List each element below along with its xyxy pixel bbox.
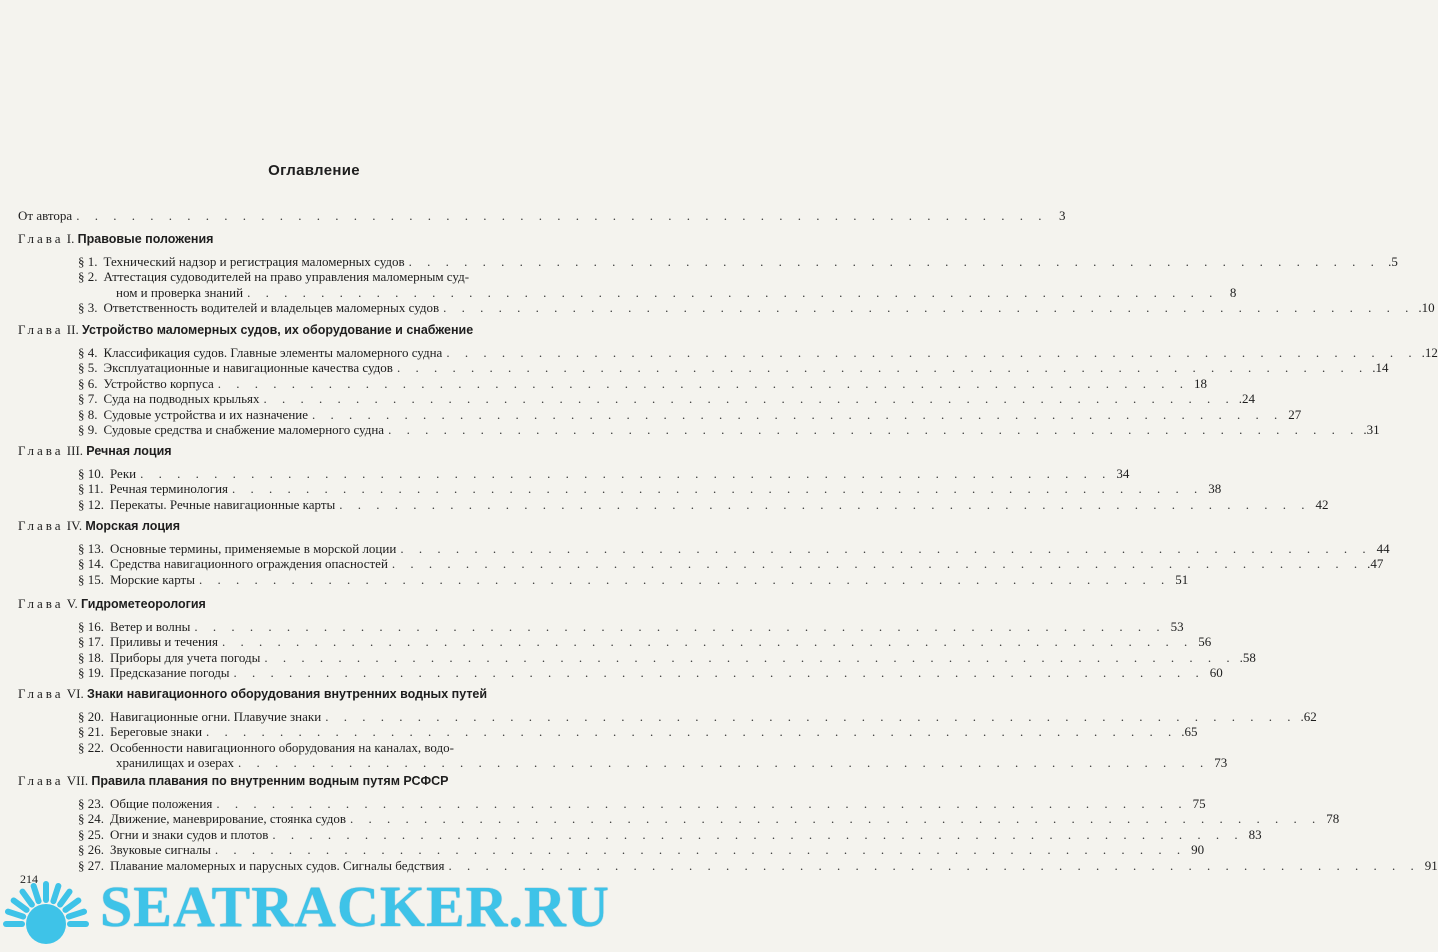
toc-entry: [78, 665, 1223, 681]
chapter-word: Глава: [18, 686, 64, 701]
chapter-number: VII.: [66, 773, 89, 788]
toc-entry: [78, 269, 608, 284]
section-number: § 13.: [78, 541, 104, 556]
toc-entry: [78, 406, 1302, 422]
toc-entry: [78, 842, 1205, 858]
toc-entry: [78, 466, 1130, 481]
section-number: § 11.: [78, 481, 104, 497]
chapter-number: V.: [66, 596, 78, 611]
toc-entry: [78, 571, 1189, 587]
entry-page: 56: [1198, 634, 1212, 650]
entry-text: Плавание маломерных и парусных судов. Сигналы бедствия: [110, 857, 445, 873]
section-number: § 4.: [78, 345, 98, 360]
entry-page: 8: [1229, 284, 1237, 300]
toc-entry-continuation: [116, 755, 1228, 771]
entry-page: 38: [1208, 481, 1222, 497]
entry-text: Навигационные огни. Плавучие знаки: [110, 709, 322, 724]
sun-ray: [69, 912, 84, 917]
sun-ray: [34, 886, 39, 901]
entry-text: Судовые средства и снабжение маломерного судна: [103, 422, 385, 437]
sun-icon: [6, 884, 86, 944]
chapter-heading: [18, 773, 608, 789]
chapter-number: I.: [66, 231, 75, 246]
chapter-number: III.: [66, 443, 84, 458]
entry-page: 83: [1248, 826, 1262, 842]
entry-page: 60: [1209, 665, 1223, 681]
section-number: § 18.: [78, 649, 104, 665]
entry-page: .24: [1238, 391, 1256, 407]
chapter-heading: [18, 443, 608, 459]
entry-text: Движение, маневрирование, стоянка судов: [110, 811, 347, 827]
entry-text: Технический надзор и регистрация маломерных судов: [103, 254, 405, 269]
entry-page: 42: [1315, 496, 1329, 512]
toc-entry: [78, 556, 1384, 572]
dot-leader: . . . . . . . . . . . . . . . . . . . . . . . . . . . . . . . . . . . . . . . . . . . . . . . . . . . . .: [448, 857, 1420, 873]
entry-text: Перекаты. Речные навигационные карты: [110, 496, 336, 512]
entry-text: хранилищах и озерах: [116, 755, 235, 771]
section-number: § 16.: [78, 619, 104, 634]
section-number: § 1.: [78, 254, 98, 269]
entry-page: 27: [1288, 406, 1302, 422]
toc-entry: [78, 345, 1438, 360]
entry-page: .47: [1367, 556, 1384, 572]
entry-text: Береговые знаки: [110, 724, 203, 740]
toc-entry: [78, 496, 1329, 512]
toc-entry: [78, 649, 1256, 665]
dot-leader: . . . . . . . . . . . . . . . . . . . . . . . . . . . . . . . . . . . . . . . . . . . . . . . . . . . . .: [263, 391, 1235, 407]
section-number: § 3.: [78, 300, 98, 316]
toc-entry: [78, 375, 1208, 391]
dot-leader: . . . . . . . . . . . . . . . . . . . . . . . . . . . . . . . . . . . . . . . . . . . . . . . . . . . . .: [216, 796, 1188, 811]
entry-text: Ответственность водителей и владельцев маломерных судов: [103, 300, 440, 316]
chapter-name: Правила плавания по внутренним водным путям РСФСР: [91, 774, 449, 788]
entry-page: .62: [1300, 709, 1317, 724]
chapter-word: Глава: [18, 322, 64, 337]
toc-entry: [78, 796, 1206, 811]
entry-page: 18: [1194, 375, 1208, 391]
entry-text: Устройство корпуса: [103, 375, 214, 391]
section-number: § 7.: [78, 391, 98, 407]
entry-page: 73: [1214, 755, 1228, 771]
chapter-word: Глава: [18, 231, 64, 246]
entry-text: Приливы и течения: [110, 634, 218, 650]
entry-text: Средства навигационного ограждения опасностей: [110, 556, 388, 572]
chapter-heading: [18, 596, 608, 612]
sun-ray: [65, 900, 78, 909]
dot-leader: . . . . . . . . . . . . . . . . . . . . . . . . . . . . . . . . . . . . . . . . . . . . . . . . . . . . .: [339, 496, 1311, 512]
section-number: § 24.: [78, 811, 104, 827]
entry-page: .58: [1239, 649, 1256, 665]
chapter-heading: [18, 518, 608, 534]
toc-entry: [78, 422, 1380, 437]
chapter-word: Глава: [18, 518, 64, 533]
section-number: § 20.: [78, 709, 104, 724]
sun-ray: [60, 892, 69, 905]
dot-leader: . . . . . . . . . . . . . . . . . . . . . . . . . . . . . . . . . . . . . . . . . . . . . . . . . . . . .: [76, 208, 1048, 223]
section-number: § 2.: [78, 269, 98, 285]
entry-text: Предсказание погоды: [110, 665, 230, 681]
chapter-word: Глава: [18, 596, 64, 611]
chapter-number: IV.: [66, 518, 83, 533]
dot-leader: . . . . . . . . . . . . . . . . . . . . . . . . . . . . . . . . . . . . . . . . . . . . . . . . . . . . .: [221, 634, 1194, 650]
chapter-number: VI.: [66, 686, 84, 701]
dot-leader: . . . . . . . . . . . . . . . . . . . . . . . . . . . . . . . . . . . . . . . . . . . . . . . . . . . . .: [264, 649, 1236, 665]
chapter-word: Глава: [18, 443, 64, 458]
section-number: § 6.: [78, 375, 98, 391]
entry-text: Общие положения: [110, 796, 213, 811]
entry-text: Суда на подводных крыльях: [103, 391, 260, 407]
section-number: § 25.: [78, 826, 104, 842]
dot-leader: . . . . . . . . . . . . . . . . . . . . . . . . . . . . . . . . . . . . . . . . . . . . . . . . . . . . .: [350, 811, 1322, 827]
entry-text: Аттестация судоводителей на право управления маломерным суд-: [103, 269, 470, 285]
toc-entry: [78, 300, 1435, 316]
page-title: Оглавление: [268, 162, 360, 179]
toc-entry-intro: [18, 208, 1066, 223]
toc-entry: [78, 634, 1212, 650]
section-number: § 15.: [78, 571, 104, 587]
toc-entry: [78, 826, 1262, 842]
dot-leader: . . . . . . . . . . . . . . . . . . . . . . . . . . . . . . . . . . . . . . . . . . . . . . . . . . . . .: [194, 619, 1166, 634]
section-number: § 26.: [78, 842, 104, 858]
entry-page: 53: [1170, 619, 1184, 634]
section-number: § 8.: [78, 406, 98, 422]
entry-text: Ветер и волны: [110, 619, 191, 634]
dot-leader: . . . . . . . . . . . . . . . . . . . . . . . . . . . . . . . . . . . . . . . . . . . . . . . . . . . . .: [312, 406, 1284, 422]
toc-entry: [78, 481, 1222, 497]
chapter-name: Речная лоция: [86, 444, 172, 458]
dot-leader: . . . . . . . . . . . . . . . . . . . . . . . . . . . . . . . . . . . . . . . . . . . . . . . . . . . . .: [388, 422, 1360, 437]
dot-leader: . . . . . . . . . . . . . . . . . . . . . . . . . . . . . . . . . . . . . . . . . . . . . . . . . . . . .: [214, 842, 1187, 858]
entry-page: .31: [1363, 422, 1380, 437]
entry-text: Морские карты: [110, 571, 195, 587]
entry-text: Речная терминология: [109, 481, 229, 497]
toc-entry: [78, 709, 1317, 724]
chapter-heading: [18, 686, 608, 702]
chapter-name: Морская лоция: [85, 519, 181, 533]
section-number: § 14.: [78, 556, 104, 572]
dot-leader: . . . . . . . . . . . . . . . . . . . . . . . . . . . . . . . . . . . . . . . . . . . . . . . . . . . . .: [408, 254, 1380, 269]
chapter-name: Гидрометеорология: [81, 597, 206, 611]
toc-entry: [78, 254, 1398, 269]
section-number: § 17.: [78, 634, 104, 650]
dot-leader: . . . . . . . . . . . . . . . . . . . . . . . . . . . . . . . . . . . . . . . . . . . . . . . . . . . . .: [233, 665, 1205, 681]
dot-leader: . . . . . . . . . . . . . . . . . . . . . . . . . . . . . . . . . . . . . . . . . . . . . . . . . . . . .: [446, 345, 1418, 360]
entry-text: Звуковые сигналы: [110, 842, 211, 858]
dot-leader: . . . . . . . . . . . . . . . . . . . . . . . . . . . . . . . . . . . . . . . . . . . . . . . . . . . . .: [206, 724, 1178, 740]
chapter-word: Глава: [18, 773, 64, 788]
section-number: § 5.: [78, 360, 98, 376]
chapter-name: Правовые положения: [77, 232, 214, 246]
dot-leader: . . . . . . . . . . . . . . . . . . . . . . . . . . . . . . . . . . . . . . . . . . . . . . . . . . . . .: [238, 755, 1210, 771]
section-number: § 10.: [78, 466, 104, 481]
entry-text: Основные термины, применяемые в морской лоции: [110, 541, 397, 556]
sun-ray: [22, 892, 31, 905]
entry-page: 3: [1058, 208, 1066, 223]
entry-text: Приборы для учета погоды: [110, 649, 261, 665]
dot-leader: . . . . . . . . . . . . . . . . . . . . . . . . . . . . . . . . . . . . . . . . . . . . . . . . . . . . .: [325, 709, 1297, 724]
watermark-text: SEATRACKER.RU: [100, 874, 610, 939]
entry-text: Особенности навигационного оборудования на каналах, водо-: [110, 739, 454, 755]
toc-entry-continuation: [116, 284, 1237, 300]
section-number: § 21.: [78, 724, 104, 740]
section-number: § 19.: [78, 665, 104, 681]
sun-ray: [53, 886, 58, 901]
toc-entry: [78, 740, 608, 755]
dot-leader: . . . . . . . . . . . . . . . . . . . . . . . . . . . . . . . . . . . . . . . . . . . . . . . . . . . . .: [217, 375, 1190, 391]
entry-page: 51: [1175, 571, 1189, 587]
entry-text: Огни и знаки судов и плотов: [110, 826, 269, 842]
section-number: § 22.: [78, 739, 104, 755]
dot-leader: . . . . . . . . . . . . . . . . . . . . . . . . . . . . . . . . . . . . . . . . . . . . . . . . . . . . .: [396, 360, 1369, 376]
dot-leader: . . . . . . . . . . . . . . . . . . . . . . . . . . . . . . . . . . . . . . . . . . . . . . . . . . . . .: [391, 556, 1364, 572]
entry-page: 34: [1116, 466, 1130, 481]
section-number: § 23.: [78, 796, 104, 811]
dot-leader: . . . . . . . . . . . . . . . . . . . . . . . . . . . . . . . . . . . . . . . . . . . . . . . . . . . . .: [247, 284, 1219, 300]
section-number: § 9.: [78, 422, 98, 437]
page-number: 214: [20, 872, 38, 886]
entry-page: .5: [1388, 254, 1398, 269]
dot-leader: . . . . . . . . . . . . . . . . . . . . . . . . . . . . . . . . . . . . . . . . . . . . . . . . . . . . .: [272, 826, 1244, 842]
toc-entry: [78, 724, 1198, 740]
entry-page: 75: [1192, 796, 1206, 811]
chapter-heading: [18, 322, 608, 338]
entry-page: 44: [1376, 541, 1390, 556]
entry-text: Классификация судов. Главные элементы маломерного судна: [103, 345, 443, 360]
toc-entry: [78, 541, 1390, 556]
entry-page: .65: [1181, 724, 1198, 740]
chapter-number: II.: [66, 322, 79, 337]
entry-page: .14: [1372, 360, 1389, 376]
entry-page: 91: [1424, 857, 1438, 873]
dot-leader: . . . . . . . . . . . . . . . . . . . . . . . . . . . . . . . . . . . . . . . . . . . . . . . . . . . . .: [400, 541, 1372, 556]
toc-entry: [78, 360, 1389, 376]
entry-text: Реки: [110, 466, 137, 481]
entry-page: .12: [1421, 345, 1438, 360]
entry-page: 90: [1191, 842, 1205, 858]
chapter-name: Знаки навигационного оборудования внутренних водных путей: [87, 687, 488, 701]
entry-text: Эксплуатационные и навигационные качества судов: [103, 360, 393, 376]
dot-leader: . . . . . . . . . . . . . . . . . . . . . . . . . . . . . . . . . . . . . . . . . . . . . . . . . . . . .: [140, 466, 1112, 481]
section-number: § 27.: [78, 857, 104, 873]
dot-leader: . . . . . . . . . . . . . . . . . . . . . . . . . . . . . . . . . . . . . . . . . . . . . . . . . . . . .: [198, 571, 1171, 587]
dot-leader: . . . . . . . . . . . . . . . . . . . . . . . . . . . . . . . . . . . . . . . . . . . . . . . . . . . . .: [232, 481, 1204, 497]
entry-page: .10: [1418, 300, 1435, 316]
sun-ray: [14, 900, 27, 909]
sun-ray: [8, 912, 23, 917]
chapter-heading: [18, 231, 608, 247]
toc-entry: [78, 391, 1256, 407]
entry-text: От автора: [18, 208, 73, 223]
entry-text: ном и проверка знаний: [116, 284, 244, 300]
section-number: § 12.: [78, 496, 104, 512]
dot-leader: . . . . . . . . . . . . . . . . . . . . . . . . . . . . . . . . . . . . . . . . . . . . . . . . . . . . .: [443, 300, 1415, 316]
entry-page: 78: [1326, 811, 1340, 827]
toc-entry: [78, 811, 1340, 827]
entry-text: Судовые устройства и их назначение: [103, 406, 309, 422]
toc-entry: [78, 619, 1184, 634]
chapter-name: Устройство маломерных судов, их оборудование и снабжение: [81, 323, 474, 337]
